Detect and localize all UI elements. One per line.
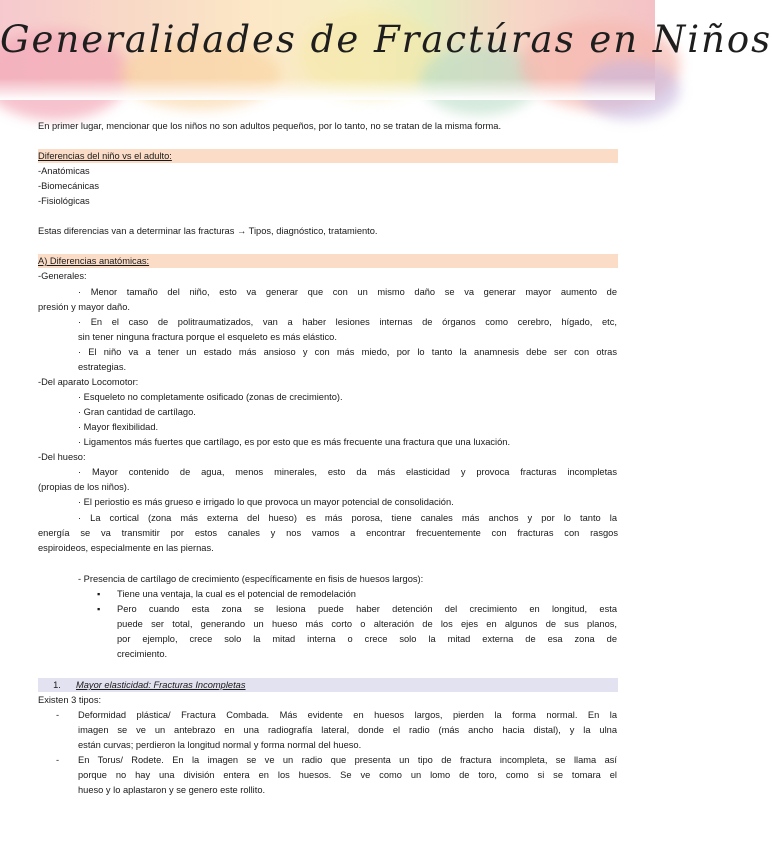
paragraph-line: · El niño va a tener un estado más ansioso y con más miedo, por lo tanto la anamnesis debe ser con otras (78, 347, 617, 357)
paragraph-line: crecimiento. (117, 649, 168, 659)
page-title: Generalidades de Fractúras en Niños (0, 18, 772, 61)
paragraph-line: están curvas; perdieron la longitud normal y forma normal del hueso. (78, 740, 362, 750)
list-item: -Fisiológicas (38, 196, 90, 206)
paragraph-line: por ejemplo, crece solo la mitad interna o crece solo la mitad externa de esa zona de (117, 634, 617, 644)
paragraph-line: · En el caso de politraumatizados, van a haber lesiones internas de órganos como cerebro, hígado, etc, (78, 317, 617, 327)
section-heading-text: Diferencias del niño vs el adulto: (38, 151, 172, 161)
paragraph-line: Deformidad plástica/ Fractura Combada. Más evidente en huesos largos, pierden la forma normal. En la (78, 710, 617, 720)
dash-bullet: - (56, 755, 60, 765)
paragraph-line: · La cortical (zona más externa del hueso) es más porosa, tiene canales más anchos y por lo tanto la (78, 513, 617, 523)
paragraph-line: sin tener ninguna fractura porque el esqueleto es más elástico. (78, 332, 337, 342)
paragraph-line: presión y mayor daño. (38, 302, 130, 312)
banner-fade (0, 78, 655, 100)
list-item: · Esqueleto no completamente osificado (zonas de crecimiento). (78, 392, 343, 402)
summary-text: Estas diferencias van a determinar las fracturas → Tipos, diagnóstico, tratamiento. (38, 226, 378, 236)
paragraph-line: · Menor tamaño del niño, esto va generar que con un mismo daño se va generar mayor aumento de (78, 287, 617, 297)
paragraph-line: porque no hay una división entera en los huesos. Se ve como un lomo de toro, como si se tomara el (78, 770, 617, 780)
paragraph-line: espiroideos, especialmente en las piernas. (38, 543, 214, 553)
intro-text: En primer lugar, mencionar que los niños no son adultos pequeños, por lo tanto, no se tratan de la misma forma. (38, 121, 502, 131)
header-banner (0, 0, 772, 100)
section-heading-anatomicas (38, 254, 618, 268)
paragraph-line: Pero cuando esta zona se lesiona puede haber detención del crecimiento en longitud, esta (117, 604, 617, 614)
section-heading-text: Mayor elasticidad: Fracturas Incompletas (76, 680, 246, 690)
section-heading-incompletas (38, 678, 618, 692)
list-item: -Biomecánicas (38, 181, 99, 191)
dash-bullet: - (56, 710, 60, 720)
list-item: · Mayor flexibilidad. (78, 422, 159, 432)
subheading-cartilago: - Presencia de cartílago de crecimiento (específicamente en fisis de huesos largos): (78, 574, 424, 584)
bullet-icon: ▪ (97, 589, 101, 599)
section-heading-text: A) Diferencias anatómicas: (38, 256, 150, 266)
paragraph-line: puede ser total, generando un hueso más corto o alteración de los ejes en algunos de sus planos, (117, 619, 617, 629)
list-item: · Gran cantidad de cartílago. (78, 407, 196, 417)
list-item: -Anatómicas (38, 166, 90, 176)
list-item: Tiene una ventaja, la cual es el potencial de remodelación (117, 589, 356, 599)
subheading-locomotor: -Del aparato Locomotor: (38, 377, 139, 387)
paragraph-line: (propias de los niños). (38, 482, 130, 492)
paragraph-line: estrategias. (78, 362, 127, 372)
intro-tipos: Existen 3 tipos: (38, 695, 102, 705)
subheading-generales: -Generales: (38, 271, 87, 281)
section-number: 1. (53, 680, 61, 690)
subheading-hueso: -Del hueso: (38, 452, 86, 462)
paragraph-line: hueso y lo aplastaron y se genero este rollito. (78, 785, 266, 795)
paragraph-line: · Mayor contenido de agua, menos minerales, esto da más elasticidad y provoca fracturas incompletas (78, 467, 617, 477)
paragraph-line: energía se va transmitir por estos canales y nos vamos a encontrar frecuentemente con fracturas con rasgos (38, 528, 618, 538)
paragraph-line: · El periostio es más grueso e irrigado lo que provoca un mayor potencial de consolidación. (78, 497, 454, 507)
bullet-icon: ▪ (97, 604, 101, 614)
list-item: · Ligamentos más fuertes que cartílago, es por esto que es más frecuente una fractura que una luxación. (78, 437, 511, 447)
section-heading-diferencias (38, 149, 618, 163)
paragraph-line: imagen se ve un antebrazo en una radiografía lateral, donde el radio (más ancho hacia distal), y la ulna (78, 725, 617, 735)
paragraph-line: En Torus/ Rodete. En la imagen se ve un radio que presenta un tipo de fractura incompleta, se llama así (78, 755, 617, 765)
